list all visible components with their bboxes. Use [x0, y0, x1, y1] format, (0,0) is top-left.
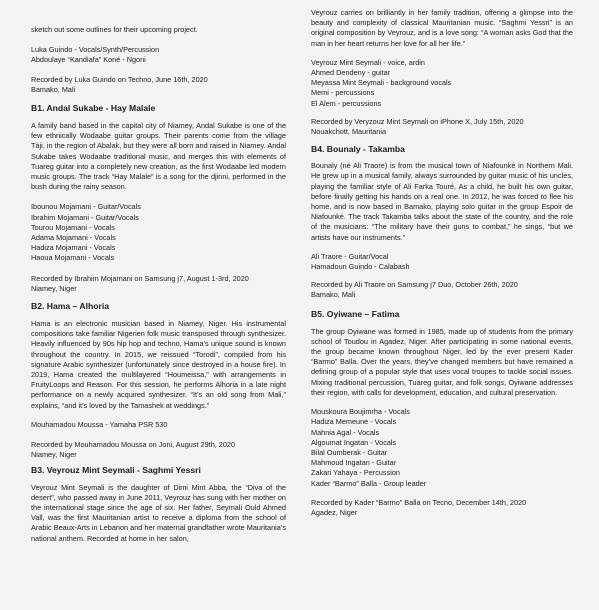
credit-line: Haoua Mojamani - Vocals [31, 253, 115, 263]
credit-line: El Alem - percussions [311, 98, 382, 108]
track-credits-b1 [31, 202, 286, 263]
recorded-line: Bamako, Mali [31, 84, 76, 94]
recorded-line: Agadez, Niger [311, 507, 358, 517]
credit-line: Ibounou Mojamani - Guitar/Vocals [31, 202, 141, 212]
credit-line: Algoumat Ingatan - Vocals [311, 437, 397, 447]
credit-line: Memi - percussions [311, 88, 375, 98]
track-title-b2: B2. Hama – Alhoria [31, 301, 110, 312]
track-title-b1: B1. Andal Sukabe - Hay Malale [31, 103, 156, 114]
credit-line: Veyrouz Mint Seymali - voice, ardin [311, 57, 425, 67]
track-recorded-b3 [311, 117, 573, 137]
recorded-line: Niamey, Niger [31, 283, 77, 293]
left-column [31, 8, 286, 544]
track-description-b5: The group Oyiwane was formed in 1985, made up of students from the primary school of Toudou in Agadez, Niger. After participating in some national events, the group became known throughout Niger, led by the ever present Kader “Barmo” Balla. Over the years, they’ve changed members but have remained a defining group of a popular style that uses vocal troupes to tackle social issues. Mixing traditional percussion, Tuareg guitar, and folk songs, Oyiwane addresses their region, with calls for development, education, and cultural preservation. [311, 326, 573, 397]
recorded-line: Recorded by Ibrahim Mojamani on Samsung j7, August 1-3rd, 2020 [31, 273, 249, 283]
credit-line: Mouhamadou Moussa - Yamaha PSR 530 [31, 419, 168, 429]
credit-line: Hadiza Mojamani - Vocals [31, 243, 116, 253]
track-description-b2: Hama is an electronic musician based in Niamey, Niger. His instrumental compositions take familiar Nigerien folk music transposed through synthesizer. Heavily influenced by 90s hip hop and techno, Hama’s unique sound is known throughout the country. In 2015, we reissued “Torodi”, compiled from his signature Arabic synthesizer (unfortunately since destroyed in a house fire). In 2019, Hama created the multilayered “Houmeissa,” with arrangements in FruityLoops and Reason. For this session, he performs Alhoria in a late night performance on a newly acquired synthesizer. “It’s an old song from Mali,” explains, “and it’s loved by the Tamashek at weddings.” [31, 319, 286, 410]
track-recorded-b4 [311, 280, 573, 300]
credit-line: Hamadoun Guindo - Calabash [311, 262, 410, 272]
credit-line: Bilal Oumberak - Guitar [311, 447, 388, 457]
recorded-line: Recorded by Ali Traore on Samsung j7 Duo, October 26th, 2020 [311, 280, 518, 290]
credit-line: Hadiza Memeune - Vocals [311, 417, 397, 427]
intro-credits [31, 45, 286, 65]
credit-line: Meyassa Mint Seymali - background vocals [311, 78, 452, 88]
track-credits-b2 [31, 420, 286, 430]
track-credits-b4 [311, 252, 573, 272]
track-recorded-b2 [31, 440, 286, 460]
credit-line: Ali Traore - Guitar/Vocal [311, 251, 389, 261]
credit-line: Adama Mojamani - Vocals [31, 233, 116, 243]
recorded-line: Recorded by Kader “Barmo” Balla on Tecno, December 14th, 2020 [311, 497, 527, 507]
intro-line: sketch out some outlines for their upcoming project. [31, 25, 198, 34]
recorded-line: Recorded by Luka Guindo on Techno, June 16th, 2020 [31, 74, 208, 84]
credit-line: Ibrahim Mojamani - Guitar/Vocals [31, 212, 139, 222]
credit-line: Abdoulaye “Kandiafa” Koné - Ngoni [31, 55, 146, 65]
credit-line: Mahmoud Ingatan - Guitar [311, 458, 397, 468]
credit-line: Mouskoura Boujimrha - Vocals [311, 407, 410, 417]
recorded-line: Nouakchott, Mauritania [311, 127, 387, 137]
credit-line: Tourou Mojamani - Vocals [31, 222, 115, 232]
track-credits-b5 [311, 407, 573, 489]
track-description-b1: A family band based in the capital city of Niamey, Andal Sukabe is one of the few ethnically Wodaabe guitar groups. Their parents come from the village Tàji, in the region of Abalak, but they were all born and raised in Niamey. Andal Sukabe takes Wodaabe traditional music, and merges this with elements of Tuareg guitar into a completely new creation, as the first Wodaabe led modern music groups. The track “Hay Malale” is a song for the djinni, performed in the bush during the rainy season. [31, 121, 286, 192]
intro-recorded [31, 75, 286, 95]
recorded-line: Bamako, Mali [311, 290, 356, 300]
right-column [311, 8, 573, 518]
recorded-line: Recorded by Mouhamadou Moussa on Joni, August 29th, 2020 [31, 440, 236, 450]
credit-line: Kader “Barmo” Balla - Group leader [311, 478, 427, 488]
track-title-b5: B5. Oyiwane – Fatima [311, 308, 400, 319]
track-credits-b3 [311, 58, 573, 109]
track-title-b4: B4. Bounaly - Takamba [311, 144, 405, 155]
track-recorded-b1 [31, 274, 286, 294]
credit-line: Mahnia Agal - Vocals [311, 427, 380, 437]
track-description-b4: Bounaly (né Ali Traore) is from the musical town of Niafounké in Northern Mali. He grew up in a musical family, always surrounded by guitar music of his uncles, playing the familiar style of Ali Farka Touré. As a child, he built his own guitar, before finally getting his hands on a real one. In 2012, he was forced to flee his home, and is now based in Bamako, playing solo guitar in the group Espoir de Niafounké. The track Takamba talks about the state of the country, and the role of the musicians: “The military have their guns to combat,” he sings, “but we artists have our instruments.” [311, 161, 573, 242]
recorded-line: Recorded by Veryzouz Mint Seymali on iPhone X, July 15th, 2020 [311, 116, 524, 126]
credit-line: Ahmed Dendeny - guitar [311, 68, 391, 78]
track-description-b3-continued: Veyrouz carries on brilliantly in her family tradition, offering a glimpse into the beauty and complexity of classical Mauritanian music. “Saghmi Yessri” is an original composition by Veyrouz, and is a love song: “A woman asks God that the man in her heart returns her love for all her life.” [311, 8, 573, 48]
credit-line: Luka Guindo - Vocals/Synth/Percussion [31, 45, 160, 55]
credit-line: Zakari Yahaya - Percussion [311, 468, 400, 478]
recorded-line: Niamey, Niger [31, 450, 77, 460]
track-recorded-b5 [311, 498, 573, 518]
track-description-b3: Veyrouz Mint Seymali is the daughter of Dimi Mint Abba, the “Diva of the desert”, who passed away in June 2011, Veyrouz has sung with her mother on the international stage since the age of six. Her father, Seymali Ould Ahmed Vall, was the first Mauritanian artist to receive a diploma from the school of Arabic Beaux-Arts in Lebanon and her maternal grandfather wrote Mauritania’s national anthem. Recorded at home in her salon, [31, 482, 286, 543]
track-title-b3: B3. Veyrouz Mint Seymali - Saghmi Yessri [31, 464, 201, 475]
